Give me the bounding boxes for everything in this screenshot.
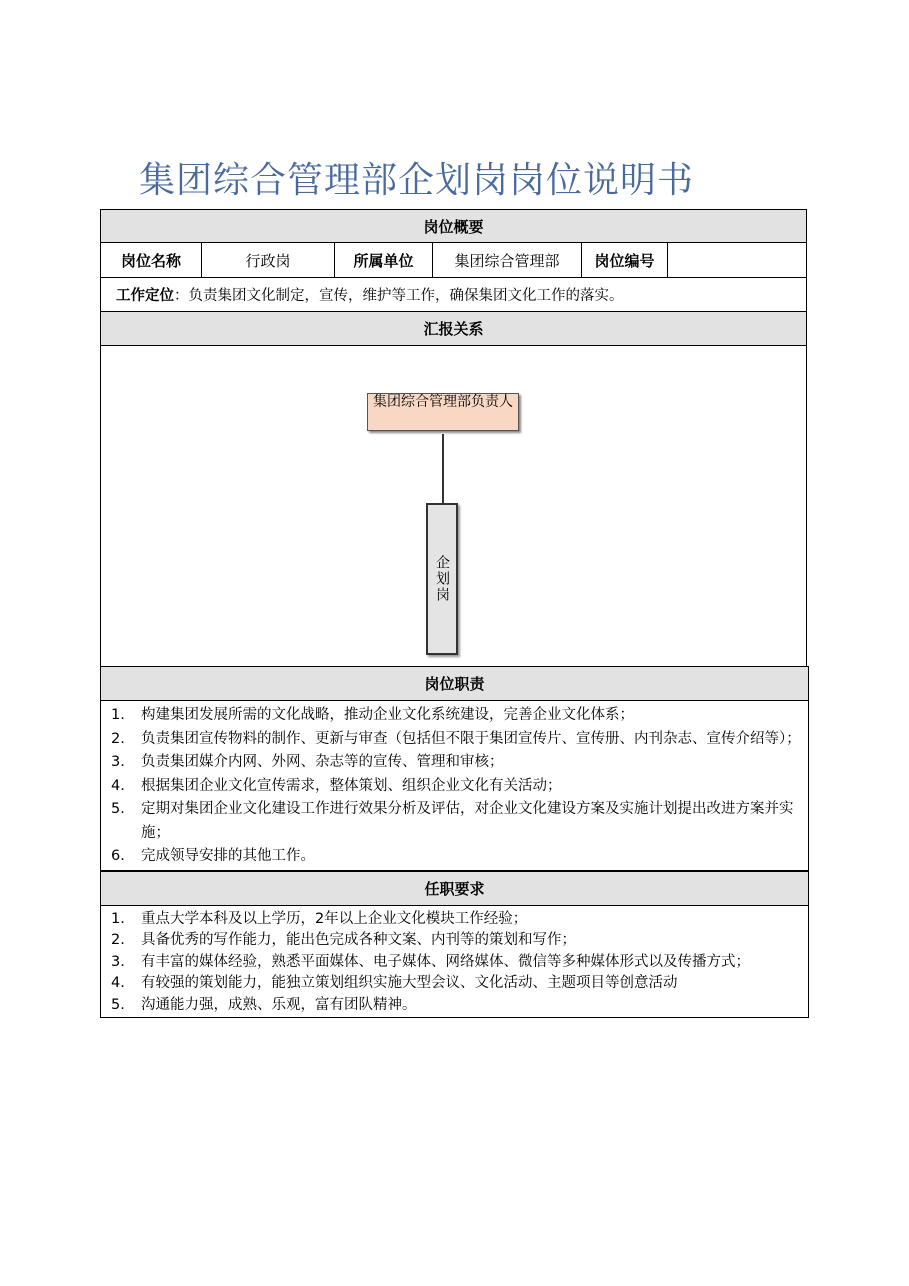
code-label: 岗位编号 <box>582 243 668 277</box>
requirement-item-text: 沟通能力强，成熟、乐观，富有团队精神。 <box>141 996 417 1013</box>
requirement-item-number: 5. <box>111 996 125 1013</box>
requirement-item-number: 2. <box>111 932 125 948</box>
duty-item-number: 4. <box>111 777 125 794</box>
duty-item <box>101 845 808 869</box>
superior-box: 集团综合管理部负责人 <box>367 393 519 431</box>
unit-label: 所属单位 <box>335 243 433 277</box>
requirement-item <box>101 995 808 1017</box>
name-value: 行政岗 <box>202 243 335 277</box>
duty-item <box>101 751 808 775</box>
requirement-item <box>101 973 808 995</box>
requirement-item-number: 1. <box>111 910 125 927</box>
position-label: 工作定位 <box>116 288 174 304</box>
duty-item-number: 5. <box>111 801 125 817</box>
duties-header: 岗位职责 <box>100 666 809 701</box>
duty-item-text: 负责集团媒介内网、外网、杂志等的宣传、管理和审核； <box>141 754 504 770</box>
name-label: 岗位名称 <box>101 243 202 277</box>
requirement-item-text: 有丰富的媒体经验，熟悉平面媒体、电子媒体、网络媒体、微信等多种媒体形式以及传播方式； <box>141 953 750 970</box>
connector-line <box>442 434 444 504</box>
duty-item-text: 定期对集团企业文化建设工作进行效果分析及评估，对企业文化建设方案及实施计划提出改进方案并实施； <box>141 801 794 841</box>
duty-item <box>101 728 808 752</box>
duties-list <box>100 701 809 871</box>
requirement-item-number: 3. <box>111 953 125 970</box>
duty-item-number: 2. <box>111 730 125 747</box>
duty-item-number: 1. <box>111 707 125 723</box>
org-chart <box>100 346 807 666</box>
duty-item-text: 根据集团企业文化宣传需求，整体策划、组织企业文化有关活动； <box>141 777 562 794</box>
duty-item <box>101 704 808 728</box>
overview-header: 岗位概要 <box>100 209 807 243</box>
duty-item <box>101 798 808 845</box>
position-text: ：负责集团文化制定，宣传，维护等工作，确保集团文化工作的落实。 <box>174 288 624 304</box>
requirements-header: 任职要求 <box>100 871 809 906</box>
requirement-item <box>101 909 808 931</box>
unit-value: 集团综合管理部 <box>433 243 582 277</box>
duty-item-text: 完成领导安排的其他工作。 <box>141 848 315 864</box>
overview-row <box>100 243 807 278</box>
requirement-item-text: 具备优秀的写作能力，能出色完成各种文案、内刊等的策划和写作； <box>141 932 576 948</box>
duty-item-text: 负责集团宣传物料的制作、更新与审查（包括但不限于集团宣传片、宣传册、内刊杂志、宣传介绍等）； <box>141 730 801 747</box>
requirement-item-text: 重点大学本科及以上学历，2年以上企业文化模块工作经验； <box>141 910 528 927</box>
requirement-item-text: 有较强的策划能力，能独立策划组织实施大型会议、文化活动、主题项目等创意活动 <box>141 975 678 991</box>
requirements-list <box>100 906 809 1019</box>
position-row <box>100 278 807 312</box>
duty-item-text: 构建集团发展所需的文化战略，推动企业文化系统建设，完善企业文化体系； <box>141 707 634 723</box>
duty-item-number: 3. <box>111 754 125 770</box>
requirement-item <box>101 930 808 952</box>
document-title: 集团综合管理部企划岗岗位说明书 <box>139 160 695 201</box>
reporting-header: 汇报关系 <box>100 312 807 346</box>
code-value <box>668 243 806 277</box>
position-box <box>426 503 458 655</box>
requirement-item-number: 4. <box>111 975 125 991</box>
duty-item-number: 6. <box>111 848 125 864</box>
job-description-table <box>100 209 807 1018</box>
duty-item <box>101 775 808 799</box>
position-box-label: 企划岗 <box>434 555 450 603</box>
requirement-item <box>101 952 808 974</box>
